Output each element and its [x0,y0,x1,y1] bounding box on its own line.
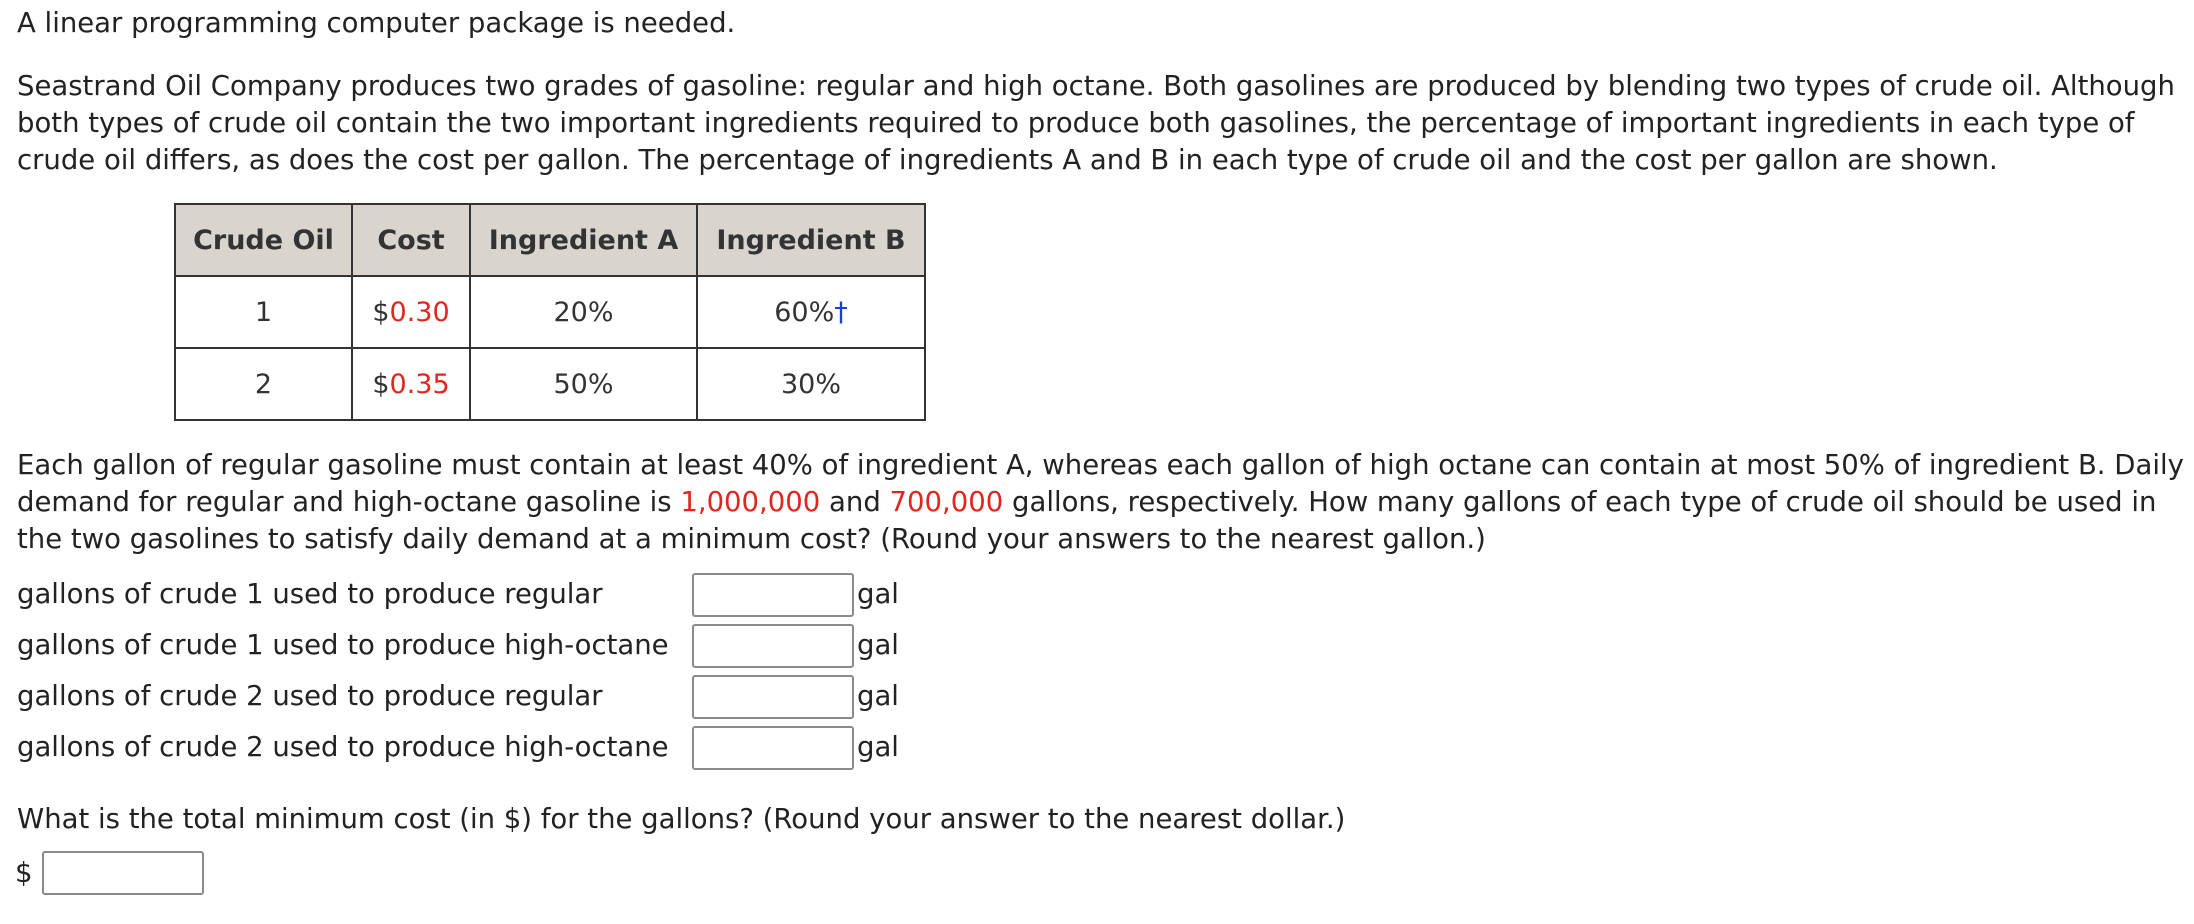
question-part-2: and [820,486,890,518]
header-crude-oil: Crude Oil [175,204,352,276]
problem-description: Seastrand Oil Company produces two grades of gasoline: regular and high octane. Both gasolines are produced by blending two types of crude oil. Although both types of crude oil contain the two important ingredients required to produce both gasolines, the percentage of important ingredients in each type of crude oil differs, as does the cost per gallon. The percentage of ingredients A and B in each type of crude oil and the cost per gallon are shown. [17,70,2175,176]
header-ingredient-b: Ingredient B [697,204,925,276]
intro-text: A linear programming computer package is needed. [17,7,736,39]
cell-crude: 2 [175,348,352,420]
unit-label: gal [857,629,899,661]
cell-ingredient-a: 50% [470,348,697,420]
header-cost: Cost [352,204,470,276]
cost-prefix: $ [372,296,390,328]
dagger-mark: † [834,296,848,328]
regular-demand-value: 1,000,000 [680,486,821,518]
cell-cost [352,276,470,348]
cell-crude: 1 [175,276,352,348]
question-part-3: gallons, respectively. How many gallons of each type of crude oil should be used in the two gasolines to satisfy daily demand at a minimum cost? (Round your answers to the nearest gallon.) [17,486,2157,555]
ingredient-b-value: 60% [774,296,835,328]
cost-value: 0.35 [389,368,450,400]
answer-label: gallons of crude 1 used to produce high-octane [17,629,669,661]
unit-label: gal [857,731,899,763]
unit-label: gal [857,578,899,610]
crude1-high-octane-input[interactable] [692,624,854,668]
cell-ingredient-a: 20% [470,276,697,348]
high-octane-demand-value: 700,000 [889,486,1004,518]
cell-ingredient-b [697,348,925,420]
total-cost-input[interactable] [42,851,204,895]
unit-label: gal [857,680,899,712]
cell-cost [352,348,470,420]
answer-label: gallons of crude 1 used to produce regular [17,578,603,610]
table-row [175,348,925,420]
crude-oil-table [174,203,926,421]
cost-prefix: $ [372,368,390,400]
answer-label: gallons of crude 2 used to produce high-octane [17,731,669,763]
crude2-high-octane-input[interactable] [692,726,854,770]
crude1-regular-input[interactable] [692,573,854,617]
table-row [175,276,925,348]
cell-ingredient-b [697,276,925,348]
answer-label: gallons of crude 2 used to produce regular [17,680,603,712]
crude2-regular-input[interactable] [692,675,854,719]
table-header-row [175,204,925,276]
cost-value: 0.30 [389,296,450,328]
header-ingredient-a: Ingredient A [470,204,697,276]
cost-question: What is the total minimum cost (in $) for the gallons? (Round your answer to the nearest dollar.) [17,803,1346,835]
question-part-1: Each gallon of regular gasoline must contain at least 40% of ingredient A, whereas each gallon of high octane can contain at most 50% of ingredient B. Daily demand for regular and high-octane gasoline is [17,449,2184,518]
question-text [17,447,2187,558]
ingredient-b-value: 30% [780,368,841,400]
dollar-sign: $ [15,857,33,889]
